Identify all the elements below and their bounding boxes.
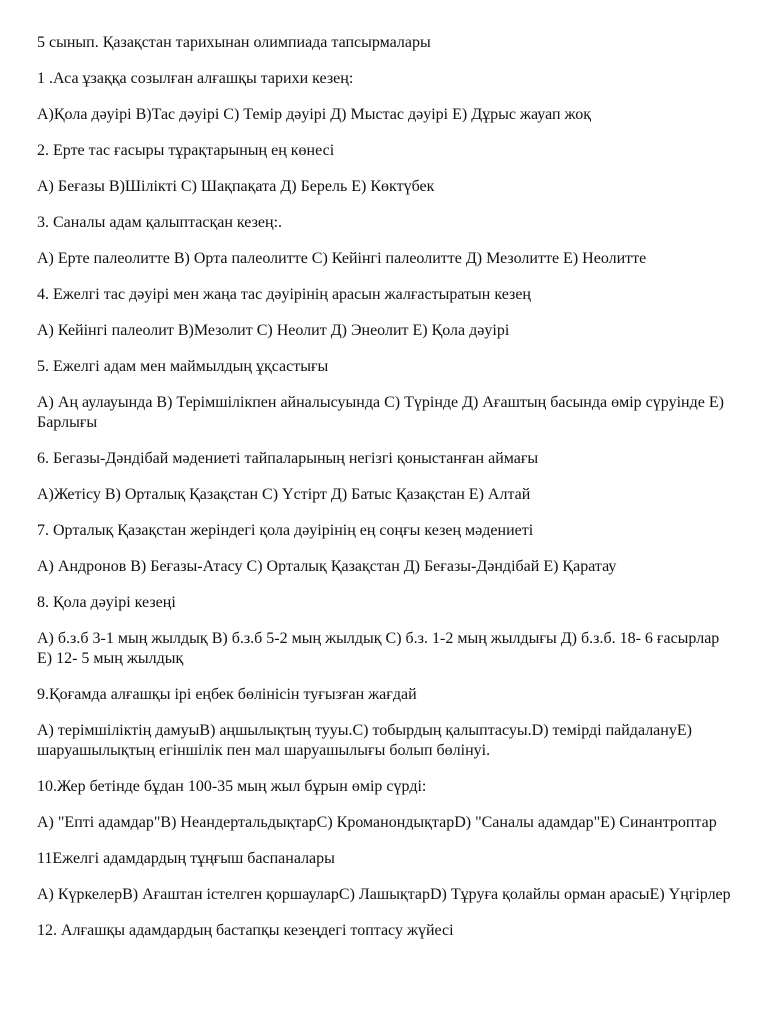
answers-4: А) Кейінгі палеолит В)Мезолит С) Неолит Д) Энеолит Е) Қола дәуірі: [37, 322, 510, 339]
answers-3: А) Ерте палеолитте В) Орта палеолитте С) Кейінгі палеолитте Д) Мезолитте Е) Неолитте: [37, 250, 647, 267]
answers-10: А) "Епті адамдар"В) НеандертальдықтарС) КроманондықтарD) "Саналы адамдар"Е) Синантроптар: [37, 814, 717, 831]
answers-2: А) Беғазы В)Шілікті С) Шақпақата Д) Берель Е) Көктүбек: [37, 178, 435, 195]
question-7: 7. Орталық Қазақстан жеріндегі қола дәуірінің ең соңғы кезең мәдениеті: [37, 522, 534, 539]
question-6: 6. Бегазы-Дәндібай мәдениеті тайпаларының негізгі қоныстанған аймағы: [37, 450, 539, 467]
answers-5: А) Аң аулауында В) Терімшілікпен айналысуында С) Түрінде Д) Ағаштың басында өмір сүруінде Е) Барлығы: [37, 394, 724, 431]
answers-11: А) КүркелерВ) Ағаштан істелген қоршауларС) ЛашықтарD) Тұруға қолайлы орман арасыЕ) Үңгірлер: [37, 886, 731, 903]
question-9: 9.Қоғамда алғашқы ірі еңбек бөлінісін туғызған жағдай: [37, 686, 417, 703]
document-title: 5 сынып. Қазақстан тарихынан олимпиада тапсырмалары: [37, 34, 431, 51]
answers-9: А) терімшіліктің дамуыВ) аңшылықтың тууы.С) тобырдың қалыптасуы.D) темірді пайдалануЕ) шаруашылықтың егіншілік пен мал шаруашылығы болып бөлінуі.: [37, 722, 692, 759]
answers-7: А) Андронов В) Беғазы-Атасу С) Орталық Қазақстан Д) Беғазы-Дәндібай Е) Қаратау: [37, 558, 617, 575]
question-10: 10.Жер бетінде бұдан 100-35 мың жыл бұрын өмір сүрді:: [37, 778, 427, 795]
answers-6: А)Жетісу В) Орталық Қазақстан С) Үстірт Д) Батыс Қазақстан Е) Алтай: [37, 486, 531, 503]
question-1: 1 .Аса ұзаққа созылған алғашқы тарихи кезең:: [37, 70, 354, 87]
answers-8: А) б.з.б 3-1 мың жылдық В) б.з.б 5-2 мың жылдық С) б.з. 1-2 мың жылдығы Д) б.з.б. 18- 6 ғасырлар Е) 12- 5 мың жылдық: [37, 630, 720, 667]
question-4: 4. Ежелгі тас дәуірі мен жаңа тас дәуірінің арасын жалғастыратын кезең: [37, 286, 531, 303]
question-11: 11Ежелгі адамдардың тұңғыш баспаналары: [37, 850, 335, 867]
question-8: 8. Қола дәуірі кезеңі: [37, 594, 176, 611]
question-2: 2. Ерте тас ғасыры тұрақтарының ең көнесі: [37, 142, 335, 159]
document-page: [37, 33, 737, 957]
answers-1: А)Қола дәуірі В)Тас дәуірі С) Темір дәуірі Д) Мыстас дәуірі Е) Дұрыс жауап жоқ: [37, 106, 591, 123]
question-3: 3. Саналы адам қалыптасқан кезең:.: [37, 214, 283, 231]
question-5: 5. Ежелгі адам мен маймылдың ұқсастығы: [37, 358, 329, 375]
question-12: 12. Алғашқы адамдардың бастапқы кезеңдегі топтасу жүйесі: [37, 922, 454, 939]
